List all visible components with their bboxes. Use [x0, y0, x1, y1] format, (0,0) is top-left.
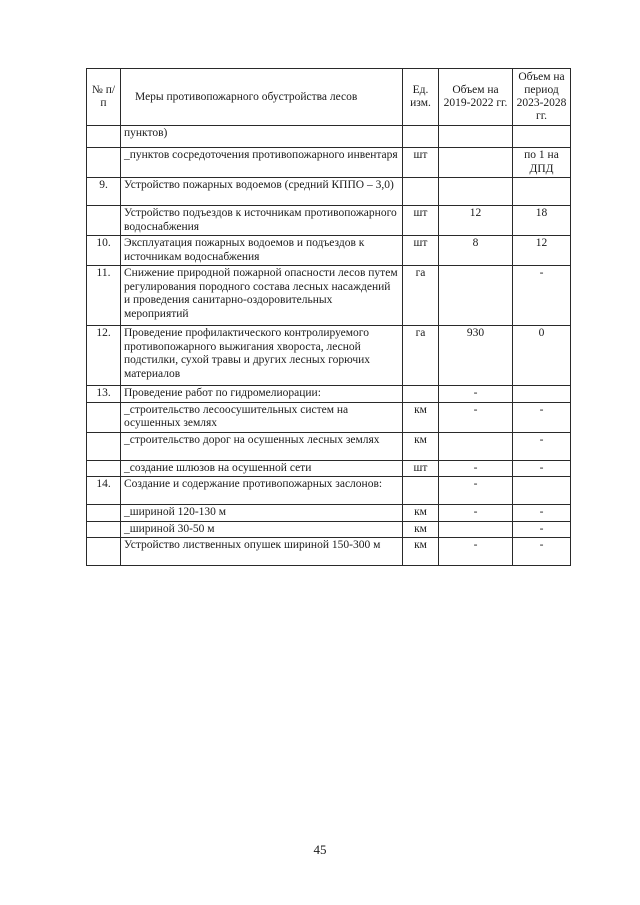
- row-volume-2023-2028: [513, 477, 571, 505]
- row-number: 14.: [87, 477, 121, 505]
- row-unit: шт: [403, 148, 439, 178]
- row-volume-2019-2022: [439, 266, 513, 326]
- row-unit: шт: [403, 236, 439, 266]
- header-measure: Меры противопожарного обустройства лесов: [121, 69, 403, 126]
- row-unit: км: [403, 432, 439, 460]
- row-volume-2019-2022: -: [439, 460, 513, 477]
- row-number: [87, 505, 121, 522]
- row-unit: га: [403, 326, 439, 386]
- row-volume-2019-2022: 12: [439, 206, 513, 236]
- row-volume-2019-2022: 8: [439, 236, 513, 266]
- row-measure: пунктов): [121, 126, 403, 148]
- row-measure: _строительство лесоосушительных систем на осушенных землях: [121, 402, 403, 432]
- table-row: [87, 178, 571, 206]
- row-number: [87, 432, 121, 460]
- row-number: 12.: [87, 326, 121, 386]
- row-volume-2019-2022: -: [439, 538, 513, 566]
- row-unit: шт: [403, 460, 439, 477]
- row-measure: Создание и содержание противопожарных заслонов:: [121, 477, 403, 505]
- row-unit: [403, 126, 439, 148]
- table-row: [87, 505, 571, 522]
- header-volume-2019-2022: Объем на 2019-2022 гг.: [439, 69, 513, 126]
- row-measure: Устройство пожарных водоемов (средний КППО – 3,0): [121, 178, 403, 206]
- table-row: [87, 148, 571, 178]
- row-number: 11.: [87, 266, 121, 326]
- row-unit: [403, 178, 439, 206]
- row-number: [87, 126, 121, 148]
- row-volume-2019-2022: 930: [439, 326, 513, 386]
- row-volume-2023-2028: [513, 386, 571, 403]
- row-unit: км: [403, 505, 439, 522]
- table-row: [87, 206, 571, 236]
- row-volume-2023-2028: -: [513, 432, 571, 460]
- row-unit: км: [403, 402, 439, 432]
- row-measure: Снижение природной пожарной опасности лесов путем регулирования породного состава лесных насаждений и проведения санитарно-оздоровительных мероприятий: [121, 266, 403, 326]
- row-number: 10.: [87, 236, 121, 266]
- row-unit: [403, 477, 439, 505]
- table-row: [87, 402, 571, 432]
- table-row: [87, 521, 571, 538]
- row-number: [87, 460, 121, 477]
- row-volume-2023-2028: -: [513, 538, 571, 566]
- row-number: [87, 148, 121, 178]
- row-measure: Устройство лиственных опушек шириной 150-300 м: [121, 538, 403, 566]
- row-volume-2023-2028: -: [513, 505, 571, 522]
- row-measure: Проведение профилактического контролируемого противопожарного выжигания хвороста, лесной подстилки, сухой травы и других лесных горючих материалов: [121, 326, 403, 386]
- row-measure: _шириной 120-130 м: [121, 505, 403, 522]
- header-number: № п/п: [87, 69, 121, 126]
- row-volume-2019-2022: -: [439, 402, 513, 432]
- row-volume-2019-2022: [439, 148, 513, 178]
- header-unit: Ед. изм.: [403, 69, 439, 126]
- row-volume-2023-2028: 12: [513, 236, 571, 266]
- row-unit: га: [403, 266, 439, 326]
- table-row: [87, 266, 571, 326]
- row-unit: км: [403, 521, 439, 538]
- row-number: [87, 538, 121, 566]
- table-header-row: [87, 69, 571, 126]
- row-measure: _пунктов сосредоточения противопожарного инвентаря: [121, 148, 403, 178]
- table-row: [87, 326, 571, 386]
- row-measure: Устройство подъездов к источникам противопожарного водоснабжения: [121, 206, 403, 236]
- row-volume-2023-2028: -: [513, 521, 571, 538]
- row-volume-2023-2028: 18: [513, 206, 571, 236]
- row-number: 9.: [87, 178, 121, 206]
- row-volume-2019-2022: [439, 126, 513, 148]
- table-row: [87, 126, 571, 148]
- row-number: [87, 521, 121, 538]
- row-volume-2019-2022: -: [439, 505, 513, 522]
- row-volume-2023-2028: -: [513, 402, 571, 432]
- row-measure: Эксплуатация пожарных водоемов и подъездов к источникам водоснабжения: [121, 236, 403, 266]
- row-unit: шт: [403, 206, 439, 236]
- row-volume-2019-2022: -: [439, 386, 513, 403]
- row-unit: км: [403, 538, 439, 566]
- table-row: [87, 432, 571, 460]
- table-row: [87, 538, 571, 566]
- row-volume-2023-2028: -: [513, 266, 571, 326]
- row-volume-2023-2028: [513, 126, 571, 148]
- table-row: [87, 236, 571, 266]
- row-number: 13.: [87, 386, 121, 403]
- row-volume-2023-2028: [513, 178, 571, 206]
- row-number: [87, 402, 121, 432]
- table-row: [87, 477, 571, 505]
- row-volume-2023-2028: -: [513, 460, 571, 477]
- row-number: [87, 206, 121, 236]
- page-number: 45: [313, 842, 327, 857]
- table-row: [87, 460, 571, 477]
- header-volume-2023-2028: Объем на период 2023-2028 гг.: [513, 69, 571, 126]
- row-volume-2019-2022: -: [439, 477, 513, 505]
- row-measure: _создание шлюзов на осушенной сети: [121, 460, 403, 477]
- row-volume-2019-2022: [439, 432, 513, 460]
- row-measure: Проведение работ по гидромелиорации:: [121, 386, 403, 403]
- row-volume-2019-2022: [439, 178, 513, 206]
- table-row: [87, 386, 571, 403]
- row-volume-2023-2028: 0: [513, 326, 571, 386]
- row-measure: _шириной 30-50 м: [121, 521, 403, 538]
- fire-protection-measures-table: [86, 68, 571, 566]
- row-unit: [403, 386, 439, 403]
- row-measure: _строительство дорог на осушенных лесных землях: [121, 432, 403, 460]
- row-volume-2019-2022: [439, 521, 513, 538]
- row-volume-2023-2028: по 1 на ДПД: [513, 148, 571, 178]
